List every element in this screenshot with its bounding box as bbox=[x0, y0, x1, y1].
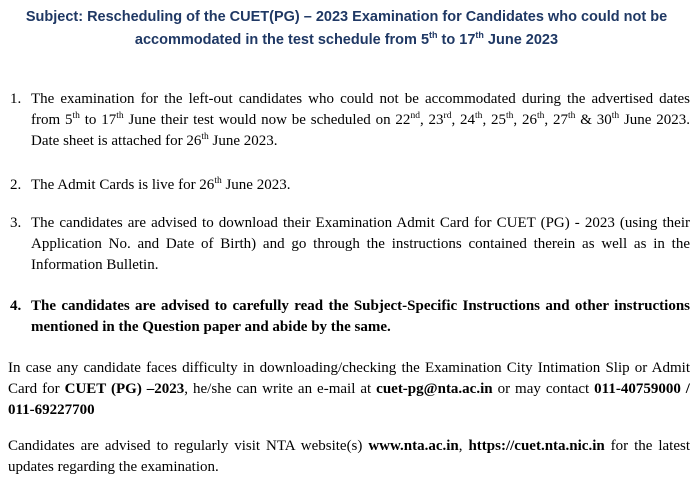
contact-paragraph bbox=[8, 358, 690, 421]
list-item-2 bbox=[10, 175, 690, 196]
subject-superscript: th bbox=[429, 30, 438, 41]
superscript: th bbox=[214, 176, 222, 186]
superscript: th bbox=[568, 111, 576, 121]
text-run: , bbox=[458, 438, 469, 454]
subject-text: June 2023 bbox=[483, 32, 559, 48]
list-number: 2. bbox=[10, 177, 22, 193]
text-run: for the latest updates regarding the examination. bbox=[8, 438, 690, 475]
text-run: The Admit Cards is live for 26 bbox=[31, 177, 215, 193]
superscript: th bbox=[72, 111, 80, 121]
list-item-text: The candidates are advised to download their Examination Admit Card for CUET (PG) - 2023 (using their Application No. and Date of Birth) and go through the instructions contained therein as well as in the Information Bulletin. bbox=[31, 215, 690, 273]
visit-paragraph bbox=[8, 436, 690, 478]
text-run: , 25 bbox=[482, 112, 507, 128]
list-item-text: The candidates are advised to carefully read the Subject-Specific Instructions and other instructions mentioned in the Question paper and abide by the same. bbox=[31, 298, 690, 335]
website-link-cuet[interactable]: https://cuet.nta.nic.in bbox=[468, 438, 605, 454]
text-run: or may contact bbox=[492, 381, 595, 397]
subject-line-1: Subject: Rescheduling of the CUET(PG) – 2023 Examination for Candidates who could not be bbox=[25, 9, 668, 25]
subject-line-2 bbox=[14, 29, 679, 52]
list-number: 4. bbox=[10, 298, 22, 314]
superscript: rd bbox=[443, 111, 452, 121]
list-item-text bbox=[31, 89, 690, 152]
website-link-nta[interactable]: www.nta.ac.in bbox=[368, 438, 459, 454]
subject-text: to 17 bbox=[437, 32, 476, 48]
superscript: th bbox=[506, 111, 514, 121]
exam-name: CUET (PG) –2023 bbox=[64, 381, 185, 397]
text-run: In case any candidate faces difficulty in downloading/checking the Examination City Intimation Slip or Admit Card for bbox=[8, 360, 690, 397]
text-run: June 2023. bbox=[208, 133, 278, 149]
text-run: June 2023. bbox=[221, 177, 291, 193]
notice-subject bbox=[14, 6, 679, 52]
text-run: , 23 bbox=[419, 112, 444, 128]
list-item-text bbox=[31, 175, 690, 196]
subject-text: accommodated in the test schedule from 5 bbox=[134, 32, 430, 48]
subject-superscript: th bbox=[475, 30, 484, 41]
list-item-4 bbox=[10, 296, 690, 338]
text-run: June 2023. Date sheet is attached for 26 bbox=[31, 112, 691, 149]
superscript: nd bbox=[410, 111, 420, 121]
superscript: th bbox=[537, 111, 545, 121]
text-run: , 26 bbox=[513, 112, 538, 128]
text-run: The examination for the left-out candidates who could not be accommodated during the advertised dates from 5 bbox=[31, 91, 690, 128]
list-number: 1. bbox=[10, 91, 22, 107]
superscript: th bbox=[201, 132, 209, 142]
contact-email: cuet-pg@nta.ac.in bbox=[376, 381, 493, 397]
superscript: th bbox=[475, 111, 483, 121]
superscript: th bbox=[611, 111, 620, 121]
text-run: , he/she can write an e-mail at bbox=[184, 381, 377, 397]
text-run: , 24 bbox=[451, 112, 476, 128]
superscript: th bbox=[116, 111, 124, 121]
contact-phone: 011-40759000 / 011-69227700 bbox=[8, 381, 690, 418]
list-item-1 bbox=[10, 89, 690, 152]
text-run: Candidates are advised to regularly visit NTA website(s) bbox=[8, 438, 369, 454]
list-number: 3. bbox=[10, 215, 22, 231]
list-item-3 bbox=[10, 213, 690, 276]
text-run: June their test would now be scheduled on 22 bbox=[123, 112, 411, 128]
text-run: , 27 bbox=[544, 112, 568, 128]
text-run: & 30 bbox=[575, 112, 612, 128]
text-run: to 17 bbox=[79, 112, 117, 128]
